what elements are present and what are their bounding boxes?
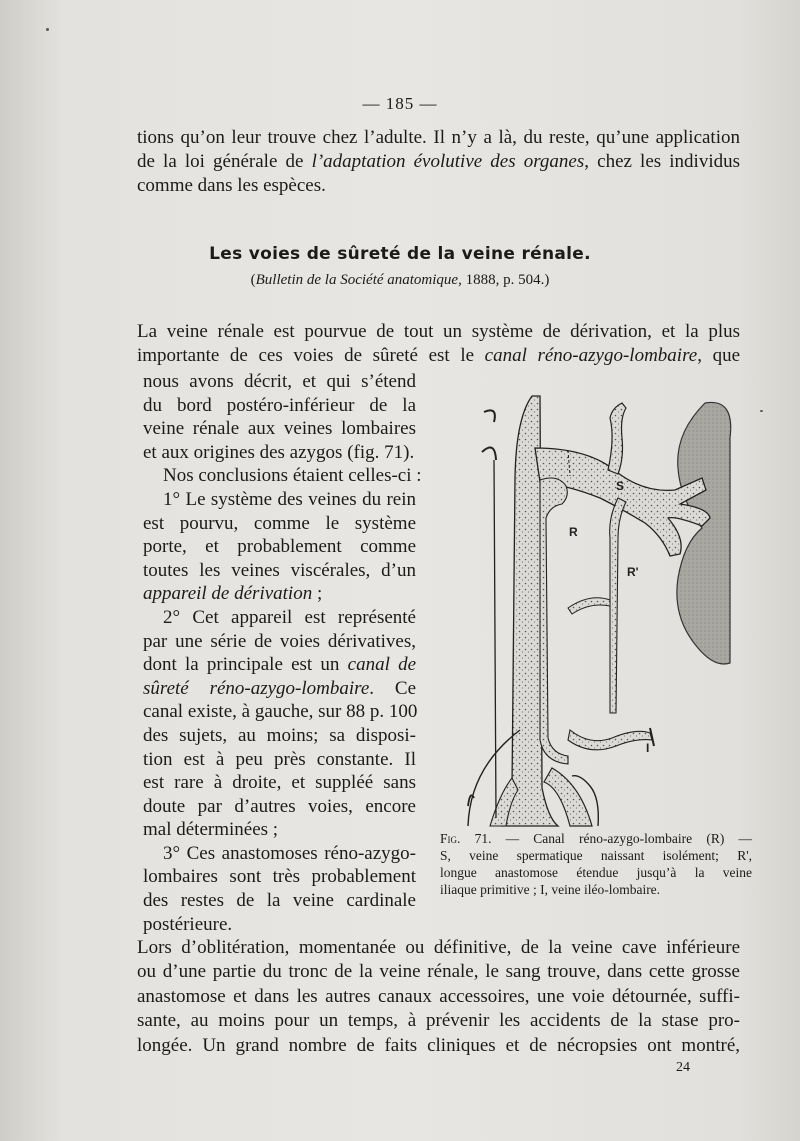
label-S: S (616, 479, 625, 493)
label-I: I (646, 741, 650, 755)
label-R-prime: R' (627, 565, 639, 579)
caption-line (440, 830, 752, 847)
text-run: 71. — Canal réno-azygo-lombaire (R) — (460, 831, 752, 846)
text-line: postérieure. (143, 913, 233, 935)
aorta-outline (494, 460, 496, 818)
text-line: du bord postéro-inférieur de la (143, 394, 416, 416)
text-line (143, 677, 416, 701)
paragraph-2 (137, 320, 740, 368)
text-line: comme dans les espèces. (137, 175, 326, 196)
journal-title: Bulletin de la Société anatomique (255, 272, 459, 288)
label-R: R (569, 525, 578, 539)
text-run: . Ce (369, 677, 417, 699)
text-run: , chez les individus (584, 151, 740, 172)
text-line: toutes les veines viscérales, d’un (143, 559, 416, 581)
kidney (677, 402, 731, 664)
text-line: Lors d’oblitération, momentanée ou définitive, de la veine cave inférieure (137, 937, 740, 958)
text-line: veine rénale aux veines lombaires (143, 418, 416, 440)
italic-phrase: appareil de dérivation (143, 583, 313, 605)
vein-R-prime (610, 498, 626, 713)
italic-phrase: sûreté réno-azygo-lombaire (143, 677, 370, 699)
text-line: tion est à peu près constante. Il (143, 748, 416, 770)
text-line: des sujets, au moins; sa disposi- (143, 724, 416, 746)
page-number: — 185 — (362, 94, 438, 113)
hook-mark-mid (482, 448, 496, 461)
text-line: nous avons décrit, et qui s’étend (143, 371, 416, 392)
citation-open: ( (250, 272, 256, 288)
text-run: , que (697, 345, 741, 366)
italic-phrase: canal réno-azygo-lombaire (484, 345, 698, 366)
branch-mid (568, 598, 610, 614)
text-run: de la loi générale de (137, 151, 312, 172)
caption-line: longue anastomose étendue jusqu’à la veine (440, 865, 752, 880)
text-line: Nos conclusions étaient celles-ci : (163, 465, 422, 487)
text-line: canal existe, à gauche, sur 88 p. 100 (143, 701, 418, 723)
text-line (137, 344, 740, 368)
section-heading: Les voies de sûreté de la veine rénale. (209, 244, 591, 264)
caption-line: S, veine spermatique naissant isolément; R', (440, 848, 752, 863)
text-line (137, 150, 740, 174)
text-line: tions qu’on leur trouve chez l’adulte. Il n’y a là, du reste, qu’une application (137, 127, 740, 148)
intro-paragraph (137, 126, 740, 198)
text-run: ; (312, 583, 323, 605)
text-line: des restes de la veine cardinale (143, 890, 416, 912)
italic-phrase: l’adaptation évolutive des organes (311, 151, 585, 172)
text-line: est rare à droite, et suppléé sans (143, 772, 416, 794)
branch-low (568, 730, 652, 750)
text-line: sante, au moins pour un temps, à prévenir les accidents de la stase pro- (137, 1010, 740, 1032)
figure-caption (440, 830, 752, 898)
text-line: 2° Cet appareil est représenté (163, 606, 416, 628)
source-citation (0, 272, 800, 289)
text-line (143, 582, 416, 606)
text-line: anastomose et dans les autres canaux accessoires, une voie détournée, suffi- (137, 985, 740, 1007)
vein-S (608, 403, 626, 474)
fig-abbrev: Fig. (440, 831, 461, 846)
text-line: mal déterminées ; (143, 819, 279, 841)
italic-phrase: canal de (347, 654, 416, 676)
column-text (143, 370, 422, 936)
text-line (143, 653, 416, 677)
caption-line: iliaque primitive ; I, veine iléo-lombaire. (440, 882, 661, 897)
text-run: importante de ces voies de sûreté est le (137, 345, 485, 366)
anatomical-figure (440, 378, 750, 828)
text-line: ou d’une partie du tronc de la veine rénale, le sang trouve, dans cette grosse (137, 961, 740, 983)
signature-mark: 24 (676, 1060, 690, 1075)
text-line: La veine rénale est pourvue de tout un système de dérivation, et la plus (137, 321, 740, 342)
text-line: lombaires sont très probablement (143, 866, 416, 888)
citation-details: , 1888, p. 504.) (458, 272, 550, 288)
print-speck (46, 28, 49, 31)
paragraph-4 (137, 936, 740, 1058)
text-line: longée. Un grand nombre de faits cliniques et de nécropsies ont montré, (137, 1034, 740, 1056)
hook-mark-top (484, 410, 495, 422)
canal-R (540, 478, 568, 764)
text-line: est pourvu, comme le système (143, 512, 416, 534)
text-line: par une série de voies dérivatives, (143, 630, 416, 652)
text-line: doute par d’autres voies, encore (143, 795, 416, 817)
text-run: dont la principale est un (143, 654, 348, 676)
text-line: et aux origines des azygos (fig. 71). (143, 441, 415, 463)
print-speck (760, 410, 763, 412)
text-line: 3° Ces anastomoses réno-azygo- (163, 842, 416, 864)
text-line: 1° Le système des veines du rein (163, 488, 416, 510)
vein-illustration (440, 378, 750, 828)
text-line: porte, et probablement comme (143, 536, 416, 558)
